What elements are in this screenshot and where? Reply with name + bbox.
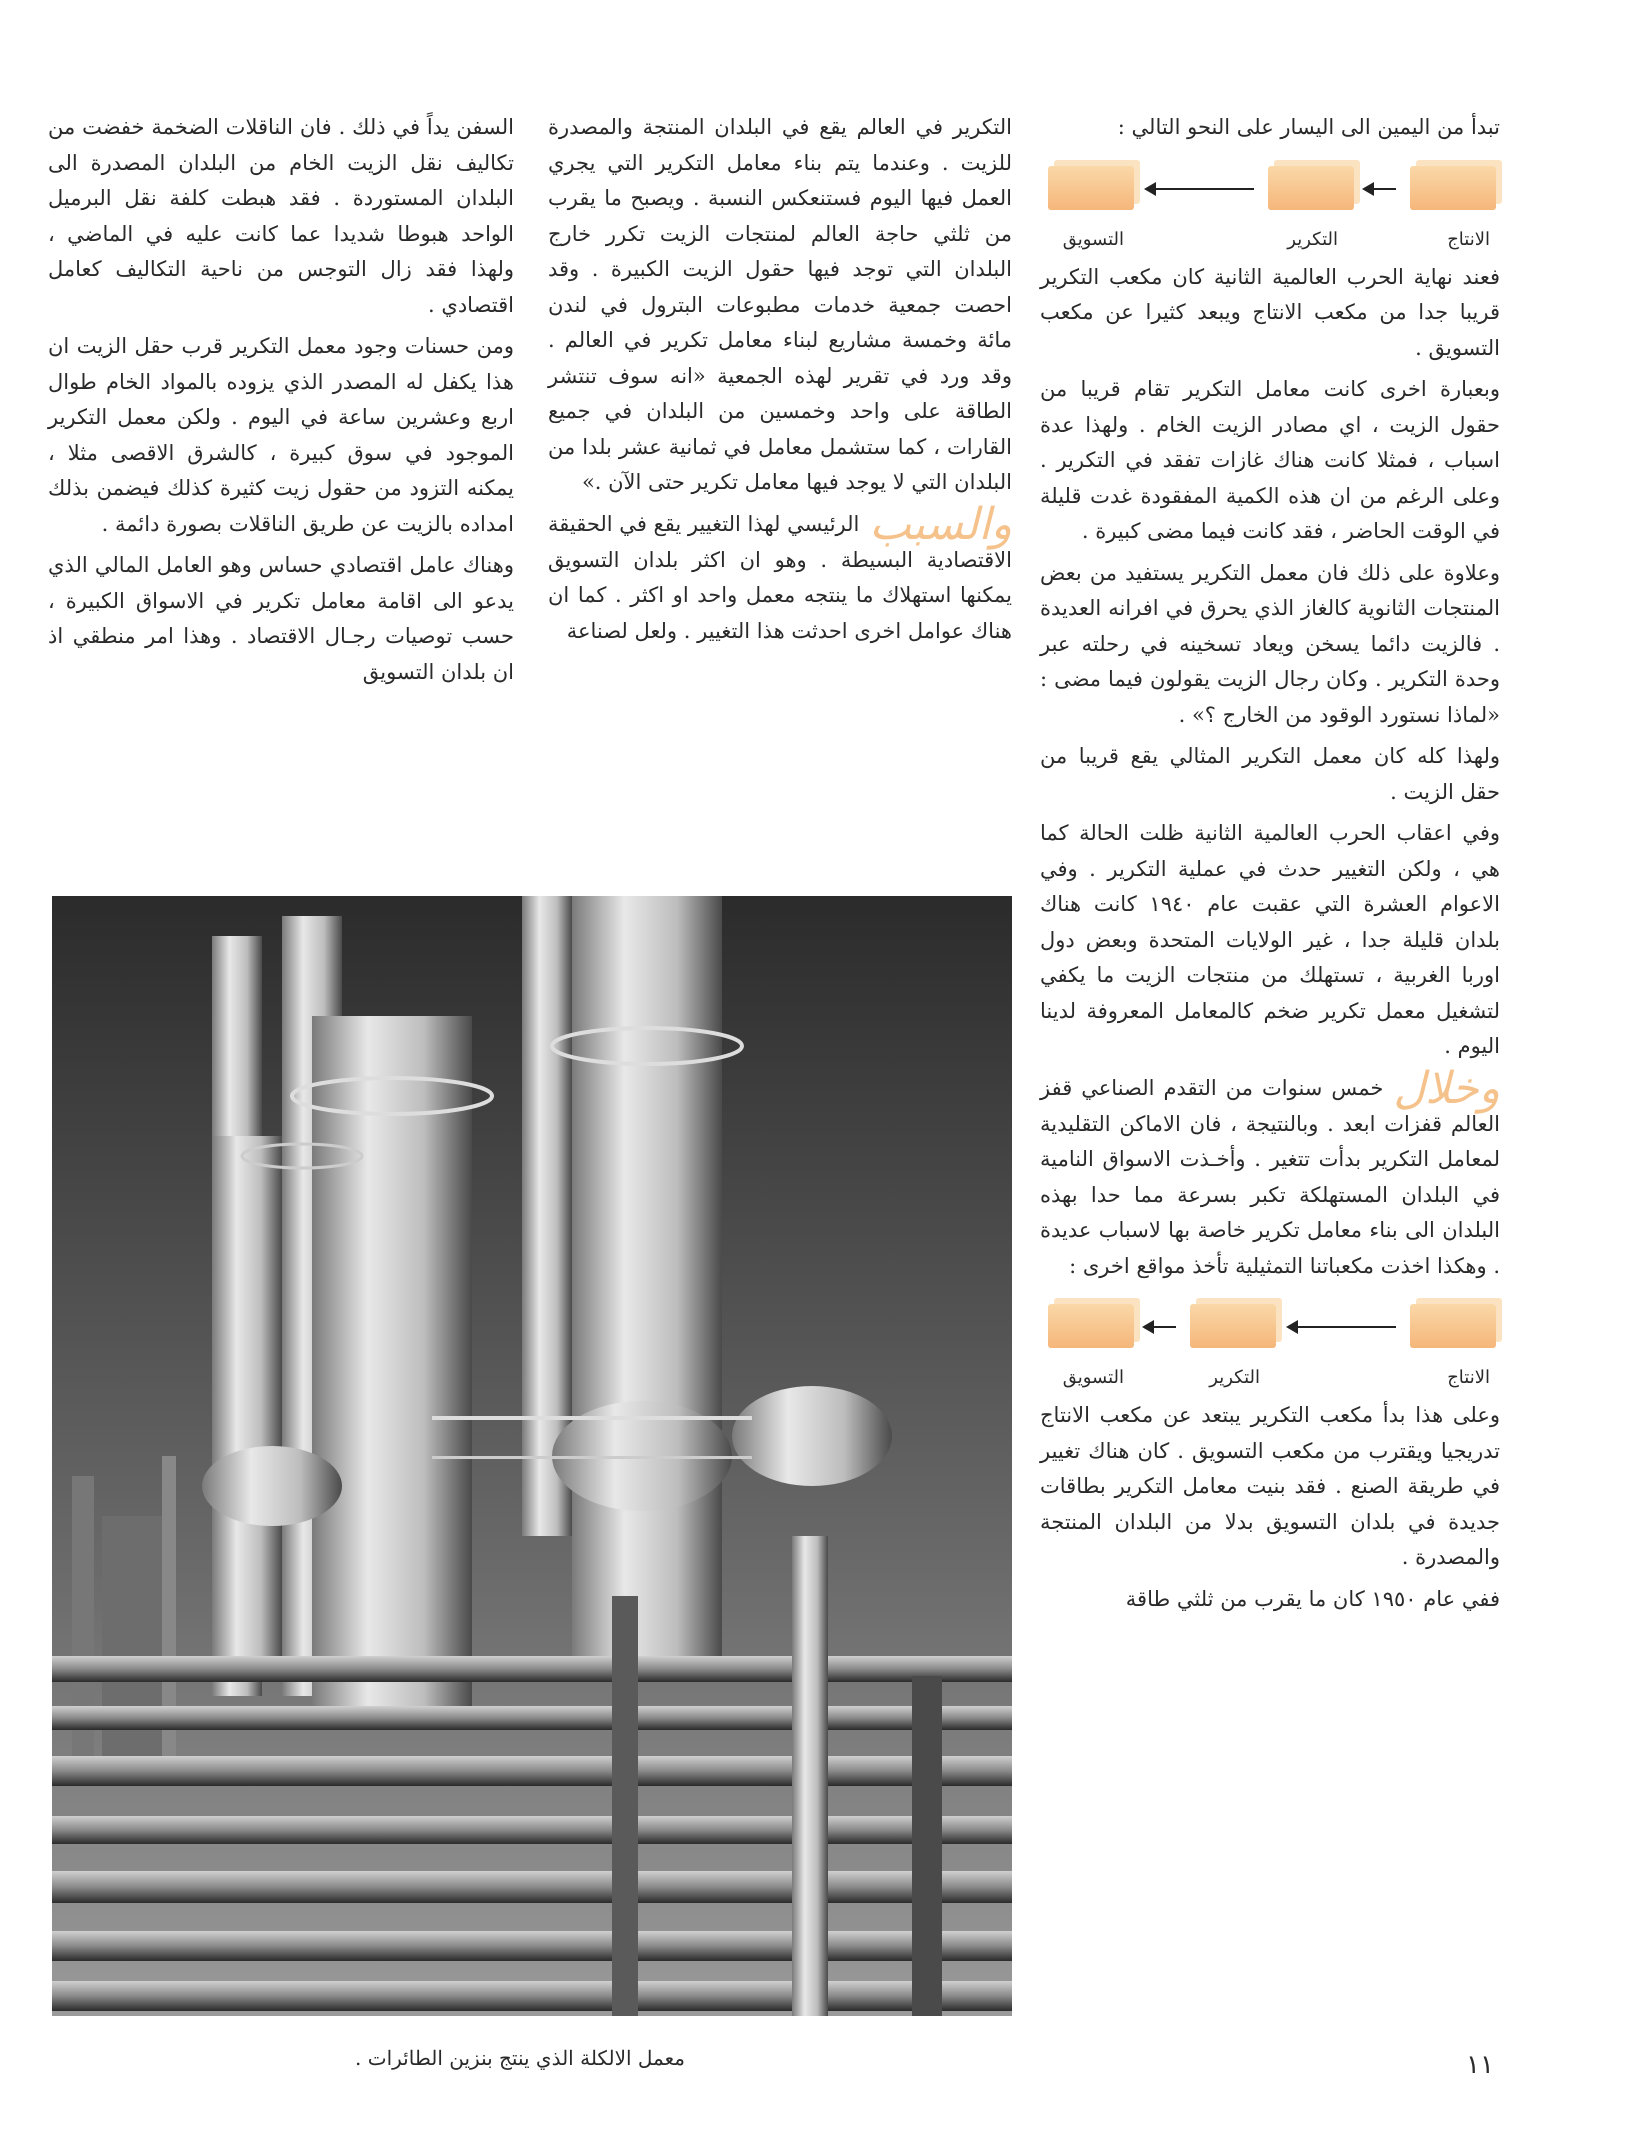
cubes-diagram-after: [1040, 1290, 1500, 1390]
paragraph: وهناك عامل اقتصادي حساس وهو العامل المالي الذي يدعو الى اقامة معامل تكرير في الاسواق الكبيرة ، حسب توصيات رجـال الاقتصاد . وهذا امر منطقي اذ ان بلدان التسويق: [48, 553, 514, 684]
paragraph: وعلى هذا بدأ مكعب التكرير يبتعد عن مكعب الانتاج تدريجيا ويقترب من مكعب التسويق . كان هناك تغيير في طريقة الصنع . فقد بنيت معامل التكرير بطاقات جديدة في بلدان التسويق بدلا من البلدان المنتجة والمصدرة .: [1040, 1403, 1500, 1570]
paragraph: وفي اعقاب الحرب العالمية الثانية ظلت الحالة كما هي ، ولكن التغيير حدث في عملية التكرير . وفي الاعوام العشرة التي عقبت عام ١٩٤٠ كانت هناك بلدان قليلة جدا ، غير الولايات المتحدة وبعض دول اوربا الغربية ، تستهلك من منتجات الزيت ما يكفي لتشغيل معمل تكرير ضخم كالمعامل المعروفة لدينا اليوم .: [1040, 821, 1500, 1058]
paragraph: [548, 499, 1012, 650]
paragraph: فعند نهاية الحرب العالمية الثانية كان مكعب التكرير قريبا جدا من مكعب الانتاج ويبعد كثيرا عن مكعب التسويق .: [1040, 264, 1500, 360]
paragraph: ففي عام ١٩٥٠ كان ما يقرب من ثلثي طاقة: [1125, 1586, 1500, 1611]
photo-caption: معمل الالكلة الذي ينتج بنزين الطائرات .: [355, 2046, 685, 2070]
arrow-icon: [1154, 188, 1254, 190]
paragraph: ومن حسنات وجود معمل التكرير قرب حقل الزيت ان هذا يكفل له المصدر الذي يزوده بالمواد الخام طوال اربع وعشرين ساعة في اليوم . ولكن معمل التكرير الموجود في سوق كبيرة ، كالشرق الاقصى مثلا ، يمكنه التزود من حقول زيت كثيرة كذلك فيضمن بذلك امداده بالزيت عن طريق الناقلات بصورة دائمة .: [48, 334, 514, 536]
marketing-label: التسويق: [1062, 228, 1124, 250]
paragraph: السفن يداً في ذلك . فان الناقلات الضخمة خفضت من تكاليف نقل الزيت الخام من البلدان المصدرة الى البلدان المستوردة . فقد هبطت كلفة نقل البرميل الواحد هبوطا شديدا عما كانت عليه في الماضي ، ولهذا فقد زال التوجس من ناحية التكاليف كعامل اقتصادي .: [48, 115, 514, 317]
text-column-left: [48, 110, 514, 696]
paragraph: وبعبارة اخرى كانت معامل التكرير تقام قريبا من حقول الزيت ، اي مصادر الزيت الخام . ولهذا عدة اسباب ، فمثلا كانت هناك غازات تفقد في التكرير . وعلى الرغم من ان هذه الكمية المفقودة غدت قليلة في الوقت الحاضر ، فقد كانت فيما مضى كبيرة .: [1040, 377, 1500, 543]
paragraph-text: الرئيسي لهذا التغيير يقع في الحقيقة الاقتصادية البسيطة . وهو ان اكثر بلدان التسويق يمكنها استهلاك ما ينتجه معمل واحد او اكثر . كما ان هناك عوامل اخرى احدثت هذا التغيير . ولعل لصناعة: [548, 511, 1012, 643]
production-cube: [1410, 1304, 1496, 1348]
paragraph: [1040, 1063, 1500, 1285]
drop-cap: والسبب: [869, 499, 1012, 551]
paragraph-text: خمس سنوات من التقدم الصناعي قفز العالم قفزات ابعد . وبالنتيجة ، فان الاماكن التقليدية لمعامل التكرير بدأت تتغير . وأخـذت الاسواق النامية في البلدان المستهلكة تكبر بسرعة مما حدا بهذه البلدان الى بناء معامل تكرير خاصة بها لاسباب عديدة . وهكذا اخذت مكعباتنا التمثيلية تأخذ مواقع اخرى :: [1040, 1075, 1500, 1278]
drop-cap: وخلال: [1393, 1063, 1500, 1115]
marketing-cube: [1048, 1304, 1134, 1348]
arrow-icon: [1152, 1326, 1176, 1328]
marketing-label: التسويق: [1062, 1367, 1124, 1389]
refining-cube: [1190, 1304, 1276, 1348]
refining-cube: [1268, 166, 1354, 210]
production-cube: [1410, 166, 1496, 210]
text-column-middle: [548, 110, 1012, 655]
production-label: الانتاج: [1447, 1367, 1490, 1389]
refining-label: التكرير: [1209, 1367, 1260, 1389]
arrow-icon: [1296, 1326, 1396, 1328]
arrow-icon: [1372, 188, 1396, 190]
cubes-diagram-before: [1040, 152, 1500, 252]
paragraph: التكرير في العالم يقع في البلدان المنتجة والمصدرة للزيت . وعندما يتم بناء معامل التكرير التي يجري العمل فيها اليوم فستنعكس النسبة . ويصبح ما يقرب من ثلثي حاجة العالم لمنتجات الزيت تكرر خارج البلدان التي توجد فيها حقول الزيت الكبيرة . وقد احصت جمعية خدمات مطبوعات البترول في لندن مائة وخمسة مشاريع لبناء معامل تكرير في العالم . وقد ورد في تقرير لهذه الجمعية «انه سوف تنتشر الطاقة على واحد وخمسين من البلدان في جميع القارات ، كما ستشمل معامل في ثمانية عشر بلدا من البلدان التي لا يوجد فيها معامل تكرير حتى الآن .»: [548, 115, 1012, 494]
refining-label: التكرير: [1287, 228, 1338, 250]
production-label: الانتاج: [1447, 228, 1490, 250]
text-column-right: [1040, 110, 1500, 1623]
refinery-photo: [52, 896, 1012, 2016]
page-number: ١١: [1466, 2050, 1494, 2080]
paragraph: تبدأ من اليمين الى اليسار على النحو التالي :: [1117, 115, 1500, 139]
marketing-cube: [1048, 166, 1134, 210]
refinery-illustration: [52, 896, 1012, 2016]
paragraph: ولهذا كله كان معمل التكرير المثالي يقع قريبا من حقل الزيت .: [1040, 744, 1500, 804]
paragraph: وعلاوة على ذلك فان معمل التكرير يستفيد من بعض المنتجات الثانوية كالغاز الذي يحرق في افرانه العديدة . فالزيت دائما يسخن ويعاد تسخينه في رحلته عبر وحدة التكرير . وكان رجال الزيت يقولون فيما مضى : «لماذا نستورد الوقود من الخارج ؟» .: [1040, 560, 1500, 727]
